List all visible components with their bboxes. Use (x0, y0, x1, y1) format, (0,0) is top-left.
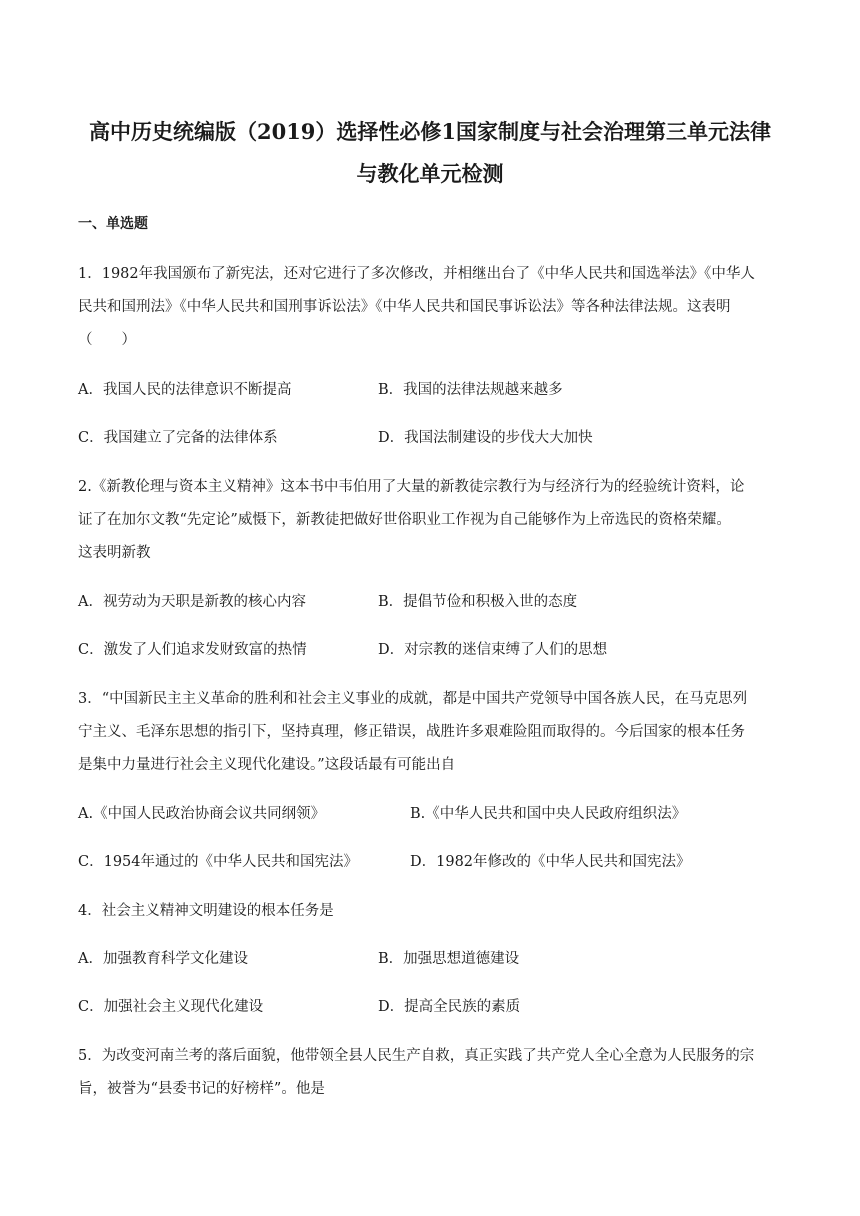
question-5-line-2: 旨，被誉为“县委书记的好榜样”。他是 (78, 1081, 325, 1097)
question-3-line-2: 宁主义、毛泽东思想的指引下，坚持真理，修正错误，战胜许多艰难险阻而取得的。今后国家的根本任务 (78, 724, 745, 740)
question-2-option-a: A．视劳动为天职是新教的核心内容 (78, 594, 306, 610)
question-3-option-c: C．1954年通过的《中华人民共和国宪法》 (78, 854, 358, 870)
question-4-option-d: D．提高全民族的素质 (378, 999, 521, 1015)
question-4-option-b: B．加强思想道德建设 (378, 951, 520, 967)
question-2-option-b: B．提倡节俭和积极入世的态度 (378, 594, 578, 610)
question-1-option-d: D．我国法制建设的步伐大大加快 (378, 430, 593, 446)
question-4-option-c: C．加强社会主义现代化建设 (78, 999, 264, 1015)
question-3-option-b: B.《中华人民共和国中央人民政府组织法》 (410, 806, 687, 822)
question-1-line-3: （ ） (78, 332, 136, 348)
question-1-option-c: C．我国建立了完备的法律体系 (78, 430, 278, 446)
question-2-option-d: D．对宗教的迷信束缚了人们的思想 (378, 642, 608, 658)
question-2-line-2: 证了在加尔文教“先定论”威慑下，新教徒把做好世俗职业工作视为自己能够作为上帝选民的资格荣耀。 (78, 512, 731, 528)
question-1-line-1: 1．1982年我国颁布了新宪法，还对它进行了多次修改，并相继出台了《中华人民共和国选举法》《中华人 (78, 266, 755, 282)
document-title-line-1: 高中历史统编版（2019）选择性必修1国家制度与社会治理第三单元法律 (88, 119, 772, 144)
question-5-line-1: 5．为改变河南兰考的落后面貌，他带领全县人民生产自救，真正实践了共产党人全心全意为人民服务的宗 (78, 1048, 755, 1064)
question-1-option-a: A．我国人民的法律意识不断提高 (78, 382, 292, 398)
question-3-option-d: D．1982年修改的《中华人民共和国宪法》 (410, 854, 691, 870)
document-title-line-2: 与教化单元检测 (356, 161, 504, 186)
question-4-line-1: 4．社会主义精神文明建设的根本任务是 (78, 903, 334, 919)
question-3-line-3: 是集中力量进行社会主义现代化建设。”这段话最有可能出自 (78, 757, 456, 773)
question-3-line-1: 3．“中国新民主主义革命的胜利和社会主义事业的成就，都是中国共产党领导中国各族人民，在马克思列 (78, 691, 748, 707)
question-2-line-3: 这表明新教 (78, 545, 151, 561)
question-4-option-a: A．加强教育科学文化建设 (78, 951, 248, 967)
question-1-option-b: B．我国的法律法规越来越多 (378, 382, 563, 398)
question-1-line-2: 民共和国刑法》《中华人民共和国刑事诉讼法》《中华人民共和国民事诉讼法》等各种法律法规。这表明 (78, 299, 731, 315)
question-2-option-c: C．激发了人们追求发财致富的热情 (78, 642, 307, 658)
question-2-line-1: 2.《新教伦理与资本主义精神》这本书中韦伯用了大量的新教徒宗教行为与经济行为的经验统计资料，论 (78, 479, 745, 495)
question-3-option-a: A.《中国人民政治协商会议共同纲领》 (78, 806, 326, 822)
section-heading: 一、单选题 (78, 216, 148, 232)
